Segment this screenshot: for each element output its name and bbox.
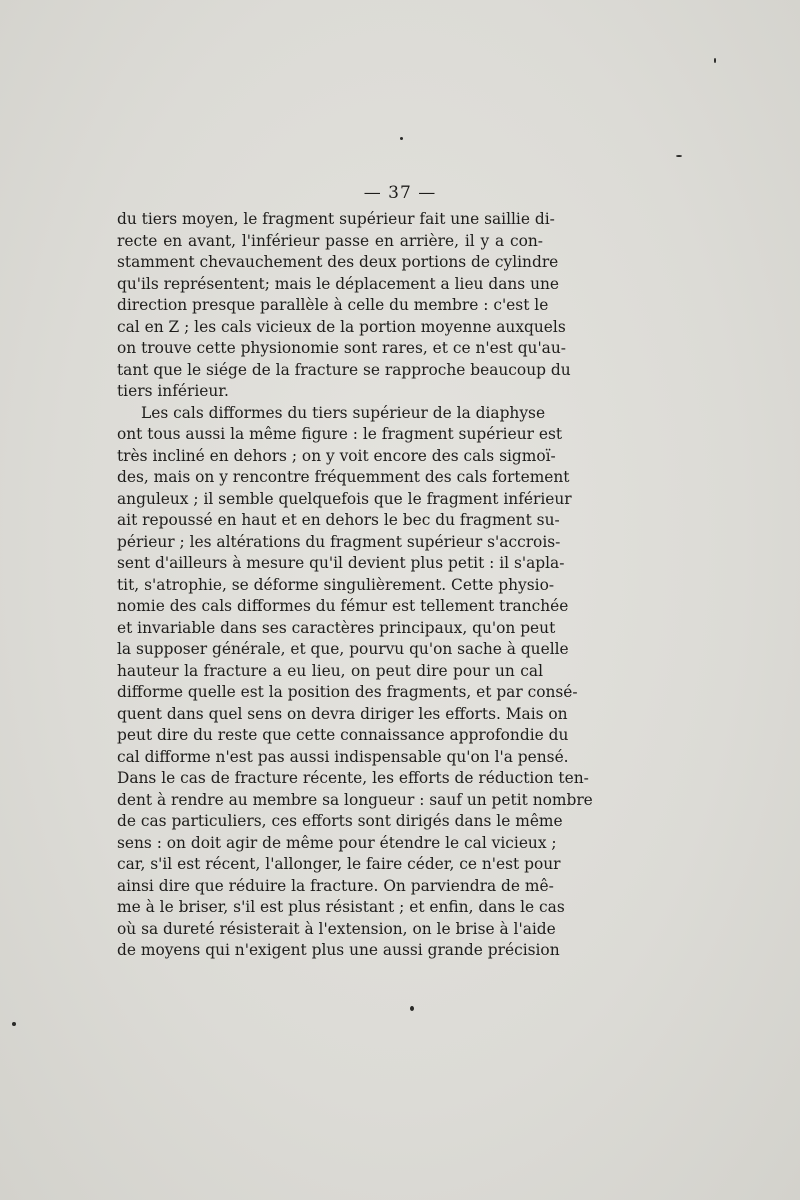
text-line: très incliné en dehors ; on y voit encore des cals sigmoï- bbox=[117, 446, 556, 465]
text-line: ainsi dire que réduire la fracture. On parviendra de mê- bbox=[117, 876, 554, 895]
text-line: Les cals difformes du tiers supérieur de la diaphyse bbox=[141, 403, 546, 422]
text-line: cal en Z ; les cals vicieux de la portion moyenne auxquels bbox=[117, 317, 566, 336]
text-line: sent d'ailleurs à mesure qu'il devient plus petit : il s'apla- bbox=[117, 554, 565, 572]
text-line: et invariable dans ses caractères principaux, qu'on peut bbox=[117, 618, 556, 637]
text-line: sens : on doit agir de même pour étendre le cal vicieux ; bbox=[117, 833, 557, 852]
text-line: tiers inférieur. bbox=[117, 382, 229, 400]
text-line: la supposer générale, et que, pourvu qu'on sache à quelle bbox=[117, 640, 569, 658]
text-line: recte en avant, l'inférieur passe en arrière, il y a con- bbox=[117, 231, 543, 250]
text-line: où sa dureté résisterait à l'extension, on le brise à l'aide bbox=[117, 919, 556, 938]
text-line: dent à rendre au membre sa longueur : sauf un petit nombre bbox=[117, 790, 593, 809]
text-line: car, s'il est récent, l'allonger, le faire céder, ce n'est pour bbox=[117, 855, 561, 873]
text-line: de cas particuliers, ces efforts sont dirigés dans le même bbox=[117, 812, 563, 830]
text-line: des, mais on y rencontre fréquemment des cals fortement bbox=[117, 468, 570, 486]
text-line: me à le briser, s'il est plus résistant ; et enfin, dans le cas bbox=[117, 898, 565, 916]
text-line: Dans le cas de fracture récente, les efforts de réduction ten- bbox=[117, 769, 589, 787]
text-line: direction presque parallèle à celle du membre : c'est le bbox=[117, 296, 549, 314]
paper-speck bbox=[410, 1006, 414, 1011]
paper-speck bbox=[12, 1022, 16, 1026]
text-line: cal difforme n'est pas aussi indispensable qu'on l'a pensé. bbox=[117, 747, 569, 766]
text-line: anguleux ; il semble quelquefois que le fragment inférieur bbox=[117, 489, 572, 508]
text-line: nomie des cals difformes du fémur est tellement tranchée bbox=[117, 597, 569, 615]
text-line: périeur ; les altérations du fragment supérieur s'accrois- bbox=[117, 532, 561, 551]
page-number: — 37 — bbox=[363, 183, 437, 203]
paper-speck bbox=[400, 137, 403, 140]
text-line: de moyens qui n'exigent plus une aussi grande précision bbox=[117, 941, 560, 959]
text-line: on trouve cette physionomie sont rares, et ce n'est qu'au- bbox=[117, 339, 566, 357]
text-line: qu'ils représentent; mais le déplacement a lieu dans une bbox=[117, 274, 560, 293]
text-line: tit, s'atrophie, se déforme singulièrement. Cette physio- bbox=[117, 575, 555, 594]
text-line: du tiers moyen, le fragment supérieur fait une saillie di- bbox=[117, 210, 555, 228]
text-line: peut dire du reste que cette connaissance approfondie du bbox=[117, 726, 569, 744]
paper-speck bbox=[714, 58, 716, 63]
text-line: difforme quelle est la position des fragments, et par consé- bbox=[117, 683, 578, 701]
text-line: ont tous aussi la même figure : le fragment supérieur est bbox=[117, 425, 563, 443]
body-text bbox=[117, 209, 593, 962]
text-line: tant que le siége de la fracture se rapproche beaucoup du bbox=[117, 360, 571, 379]
text-line: hauteur la fracture a eu lieu, on peut dire pour un cal bbox=[117, 661, 543, 680]
paper-speck bbox=[676, 155, 682, 157]
text-line: quent dans quel sens on devra diriger les efforts. Mais on bbox=[117, 704, 568, 723]
text-line: ait repoussé en haut et en dehors le bec du fragment su- bbox=[117, 511, 560, 529]
text-line: stamment chevauchement des deux portions de cylindre bbox=[117, 253, 559, 271]
